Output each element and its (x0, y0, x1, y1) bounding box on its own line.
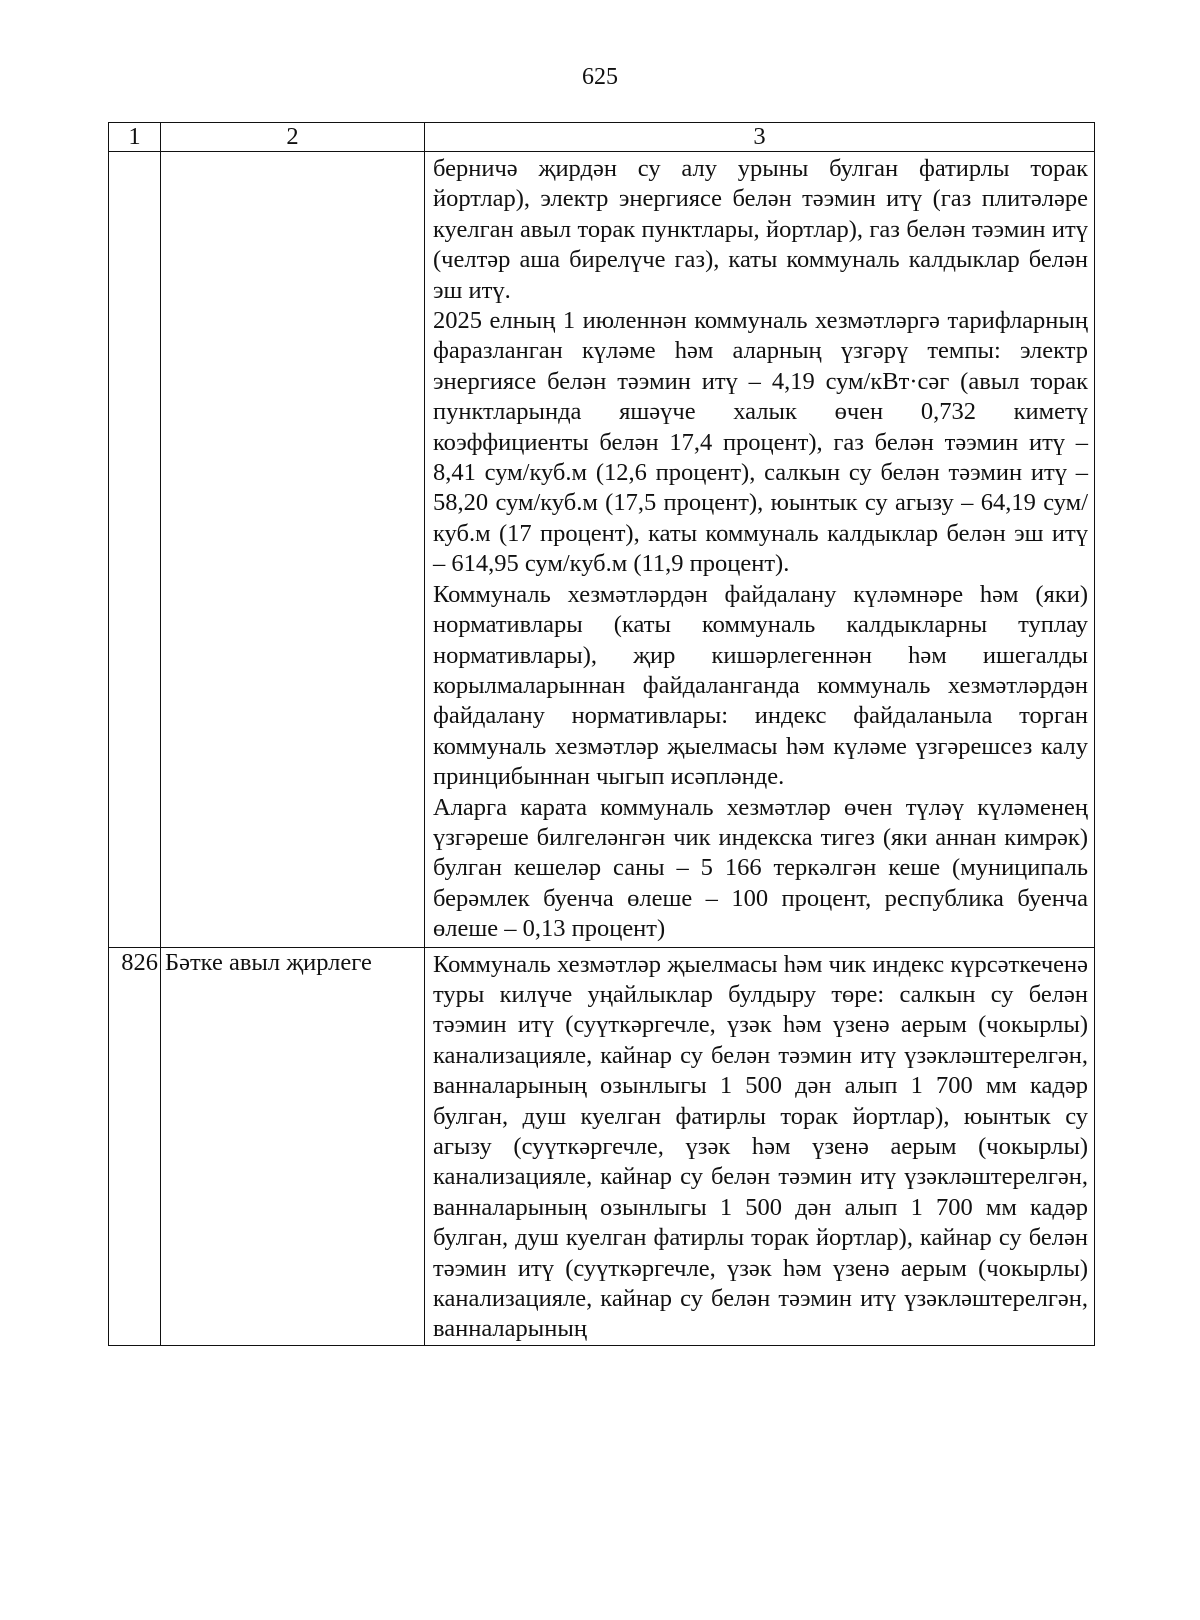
paragraph: Аларга карата коммуналь хезмәтләр өчен түләү күләменең үзгәреше билгеләнгән чик индекска тигез (яки аннан кимрәк) булган кешеләр саны – 5 166 теркәлгән кеше (муниципаль берәмлек буенча өлеше – 100 процент, республика буенча өлеше – 0,13 процент) (433, 793, 1088, 943)
paragraph: берничә җирдән су алу урыны булган фатирлы торак йортлар), электр энергиясе белән тәэмин итү (газ плитәләре куелган авыл торак пунктлары, йортлар), газ белән тәэмин итү (челтәр аша бирелүче газ), каты коммуналь калдыклар белән эш итү. (433, 155, 1088, 304)
table-header-row (109, 123, 1095, 152)
row-number (109, 152, 161, 948)
paragraph: 2025 елның 1 июленнән коммуналь хезмәтләргә тарифларның фаразланган күләме һәм аларның үзгәрү темпы: электр энергиясе белән тәэмин итү – 4,19 сум/кВт·сәг (авыл торак пунктларында яшәүче халык өчен 0,732 киметү коэффициенты белән 17,4 процент), газ белән тәэмин итү – 8,41 сум/куб.м (12,6 процент), салкын су белән тәэмин итү – 58,20 сум/куб.м (17,5 процент), юынтык су агызу – 64,19 сум/куб.м (17 процент), каты коммуналь калдыклар белән эш итү – 614,95 сум/куб.м (11,9 процент). (433, 307, 1088, 578)
table-row (109, 947, 1095, 1345)
table-row (109, 152, 1095, 948)
paragraph: Коммуналь хезмәтләр җыелмасы һәм чик индекс күрсәткеченә туры килүче уңайлыклар булдыру төре: салкын су белән тәэмин итү (суүткәргечле, үзәк һәм үзенә аерым (чокырлы) канализацияле, кайнар су белән тәэмин итү үзәкләштерелгән, ванналарының озынлыгы 1 500 дән алып 1 700 мм кадәр булган, душ куелган фатирлы торак йортлар), юынтык су агызу (суүткәргечле, үзәк һәм үзенә аерым (чокырлы) канализацияле, кайнар су белән тәэмин итү үзәкләштерелгән, ванналарының озынлыгы 1 500 дән алып 1 700 мм кадәр булган, душ куелган фатирлы торак йортлар), кайнар су белән тәэмин итү (суүткәргечле, үзәк һәм үзенә аерым (чокырлы) канализацияле, кайнар су белән тәэмин итү үзәкләштерелгән, ванналарының (433, 950, 1088, 1343)
settlement-name (161, 152, 425, 948)
column-header-2: 2 (161, 123, 425, 152)
settlement-name: Бәтке авыл җирлеге (161, 947, 425, 1345)
row-description (425, 947, 1095, 1345)
column-header-3: 3 (425, 123, 1095, 152)
tariff-table (108, 122, 1095, 1346)
row-description (425, 152, 1095, 948)
page-number: 625 (582, 64, 618, 90)
row-number: 826 (109, 947, 161, 1345)
paragraph: Коммуналь хезмәтләрдән файдалану күләмнәре һәм (яки) нормативлары (каты коммуналь калдыкларны туплау нормативлары), җир кишәрлегеннән һәм ишегалды корылмаларыннан файдаланганда коммуналь хезмәтләрдән файдалану нормативлары: индекс файдаланыла торган коммуналь хезмәтләр җыелмасы һәм күләме үзгәрешсез калу принцибыннан чыгып исәпләнде. (433, 580, 1088, 791)
column-header-1: 1 (109, 123, 161, 152)
